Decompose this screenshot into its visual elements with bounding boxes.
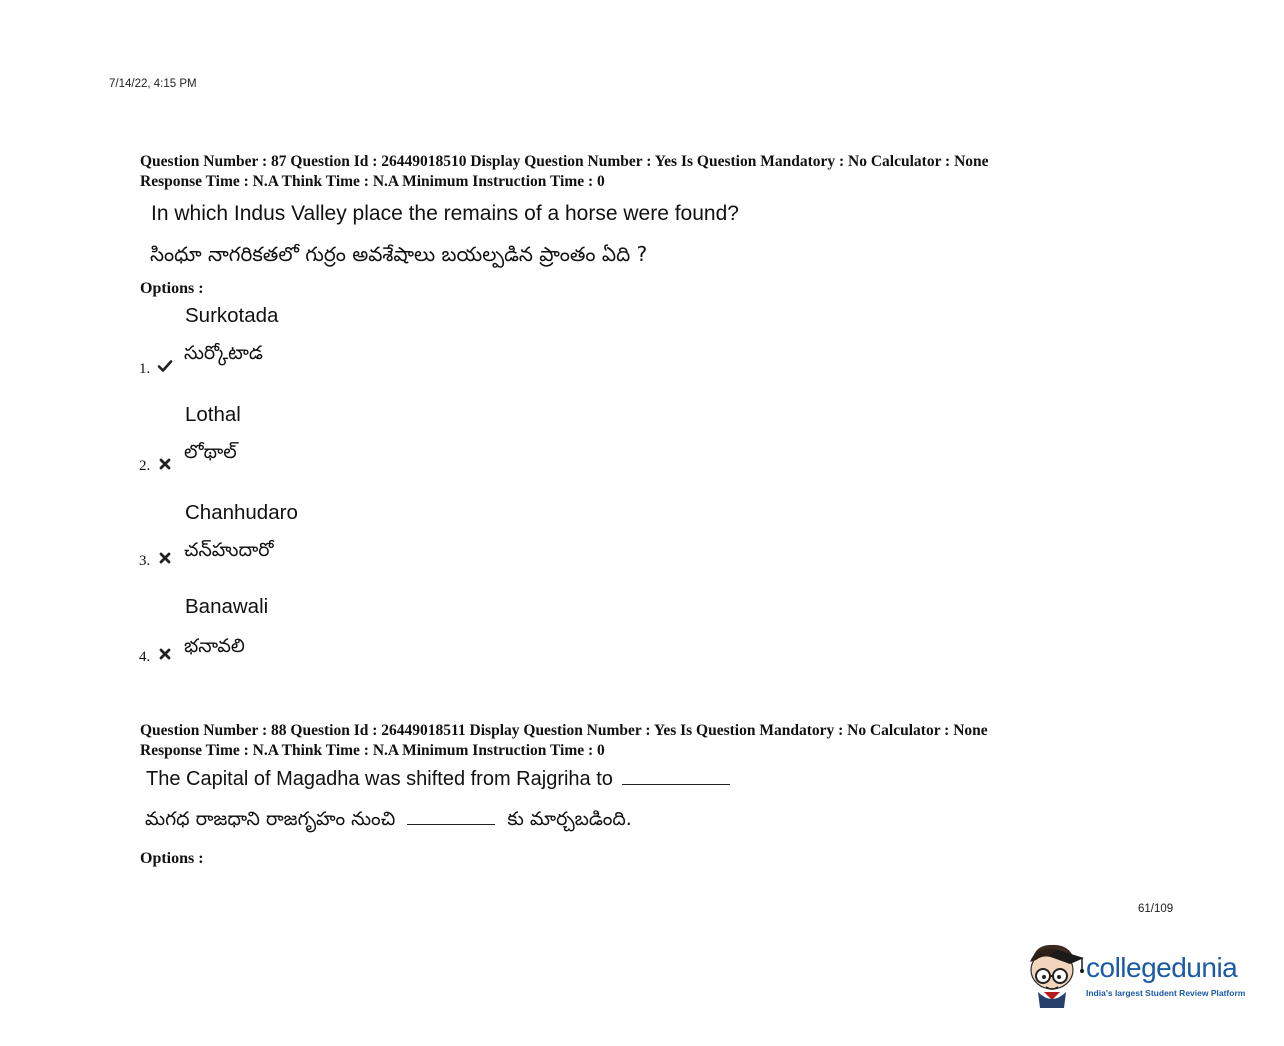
option-2-number: 2.	[139, 458, 151, 474]
question-88-text-telugu	[145, 808, 632, 835]
question-87-text-telugu: సింధూ నాగరికతలో గుర్రం అవశేషాలు బయల్పడిన ప్రాంతం ఏది ?	[150, 242, 648, 266]
option-3-telugu: చన్‌హుదారో	[184, 539, 274, 561]
mascot-icon	[1024, 940, 1086, 1010]
question-88-text-telugu-after: కు మార్చబడింది.	[507, 808, 632, 830]
brand-name: collegedunia	[1086, 952, 1238, 983]
question-88-meta	[140, 721, 988, 760]
option-2-english: Lothal	[185, 403, 241, 426]
page-number: 61/109	[1138, 903, 1174, 915]
option-3-number: 3.	[139, 553, 151, 569]
cross-icon	[157, 550, 173, 566]
option-2-telugu: లోథాల్	[184, 441, 237, 463]
question-87-meta-line1: Question Number : 87 Question Id : 26449018510 Display Question Number : Yes Is Question Mandatory : No Calculator : None	[140, 153, 989, 170]
question-87-options-label: Options :	[140, 280, 204, 297]
option-4-english: Banawali	[185, 595, 269, 618]
cross-icon	[157, 456, 173, 472]
question-87-meta	[140, 152, 989, 191]
question-87-text-english: In which Indus Valley place the remains of a horse were found?	[151, 202, 739, 225]
option-1-english: Surkotada	[185, 304, 279, 327]
question-88-meta-line2: Response Time : N.A Think Time : N.A Minimum Instruction Time : 0	[140, 741, 605, 759]
answer-blank	[622, 784, 730, 785]
question-88-text-telugu-before: మగధ రాజధాని రాజగృహం నుంచి	[145, 808, 396, 830]
option-3-english: Chanhudaro	[185, 501, 298, 524]
question-88-text-english-content: The Capital of Magadha was shifted from Rajgriha to	[146, 768, 613, 790]
option-1-telugu: సుర్కోటాడ	[184, 342, 263, 364]
option-4-number: 4.	[139, 649, 151, 665]
option-1-number: 1.	[139, 361, 151, 377]
answer-blank-telugu	[407, 824, 495, 825]
check-icon	[157, 358, 173, 374]
brand-tagline: India's largest Student Review Platform	[1086, 988, 1246, 998]
question-87-meta-line2: Response Time : N.A Think Time : N.A Minimum Instruction Time : 0	[140, 172, 605, 190]
option-4-telugu: భనావలి	[184, 635, 245, 657]
question-88-meta-line1: Question Number : 88 Question Id : 26449018511 Display Question Number : Yes Is Question Mandatory : No Calculator : None	[140, 722, 988, 739]
question-88-options-label: Options :	[140, 850, 204, 867]
cross-icon	[157, 646, 173, 662]
print-timestamp: 7/14/22, 4:15 PM	[109, 78, 197, 90]
collegedunia-logo	[1024, 940, 1254, 1010]
question-88-text-english	[146, 768, 730, 791]
